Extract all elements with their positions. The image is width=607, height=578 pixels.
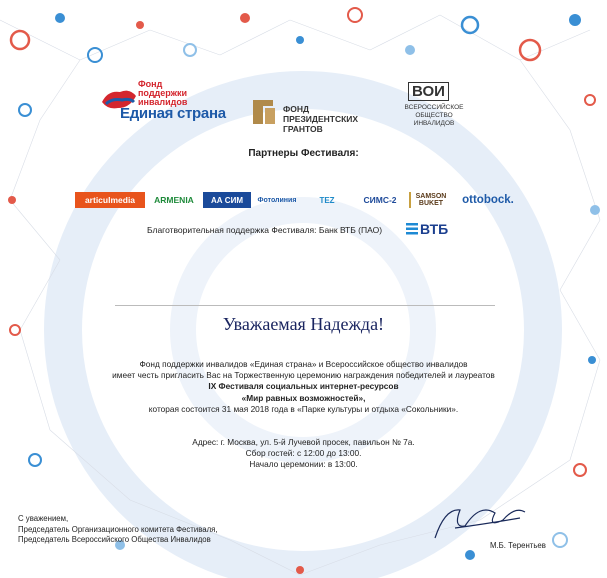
signature-line-3: Председатель Всероссийского Общества Инвалидов [18,535,211,544]
partner-ottobock: ottobock. [462,194,514,206]
vtb-logo-text: ВТБ [420,221,449,237]
invitation-body [0,359,607,415]
partners-title: Партнеры Фестиваля: [248,148,359,159]
event-start-time: Начало церемонии: в 13:00. [249,459,358,470]
partner-armenia: ARMENIA [154,195,194,205]
fund-logo-line2: поддержки [138,88,188,98]
body-line-1: Фонд поддержки инвалидов «Единая страна» и Всероссийское общество инвалидов [139,359,468,369]
body-line-5: которая состоится 31 мая 2018 года в «Парке культуры и отдыха «Сокольники». [148,403,459,414]
fund-logo-line1: Фонд [138,79,163,89]
voi-logo-text: ВСЕРОССИЙСКОЕ ОБЩЕСТВО ИНВАЛИДОВ [404,104,464,127]
festival-subtitle: «Мир равных возможностей», [241,392,366,403]
voi-logo-abbr: ВОИ [408,82,449,101]
fund-logo-name: Единая страна [120,105,226,122]
signature-line-2: Председатель Организационного комитета Фестиваля, [18,524,218,534]
partner-sims2: СИМС-2 [363,195,397,205]
partner-tez: TEZ [319,195,335,205]
festival-title: IX Фестиваля социальных интернет-ресурсов [208,381,399,392]
partner-aasim: АА СИМ [203,192,251,208]
divider [115,305,495,306]
event-address: Адрес: г. Москва, ул. 5-й Лучевой просек, павильон № 7а. [192,437,415,447]
charity-support-text: Благотворительная поддержка Фестиваля: Банк ВТБ (ПАО) [147,225,383,235]
partner-fotoliniya: Фотолиния [257,196,297,204]
signatory-name: М.Б. Терентьев [490,541,546,550]
vtb-logo [406,218,452,238]
voi-logo [404,80,464,140]
signature-block [18,514,218,546]
event-details [0,437,607,471]
grants-logo-text: ФОНД ПРЕЗИДЕНТСКИХ ГРАНТОВ [283,104,359,134]
fund-logo-line3: инвалидов [138,97,188,107]
partner-articulmedia: articulmedia [75,192,145,208]
signature-line-1: С уважением, [18,514,69,523]
event-gathering-time: Сбор гостей: с 12:00 до 13:00. [245,448,362,459]
partners-logos [75,190,535,210]
greeting: Уважаемая Надежда! [222,314,385,334]
grants-emblem-icon [249,96,279,126]
vtb-stripes-icon [406,222,420,236]
body-line-2: имеет честь пригласить Вас на Торжественную церемонию награждения победителей и лауреатов [112,370,495,381]
partner-samson-buket: SAMSON BUKET [409,192,451,208]
fund-logo [100,78,226,128]
grants-logo [247,92,367,136]
